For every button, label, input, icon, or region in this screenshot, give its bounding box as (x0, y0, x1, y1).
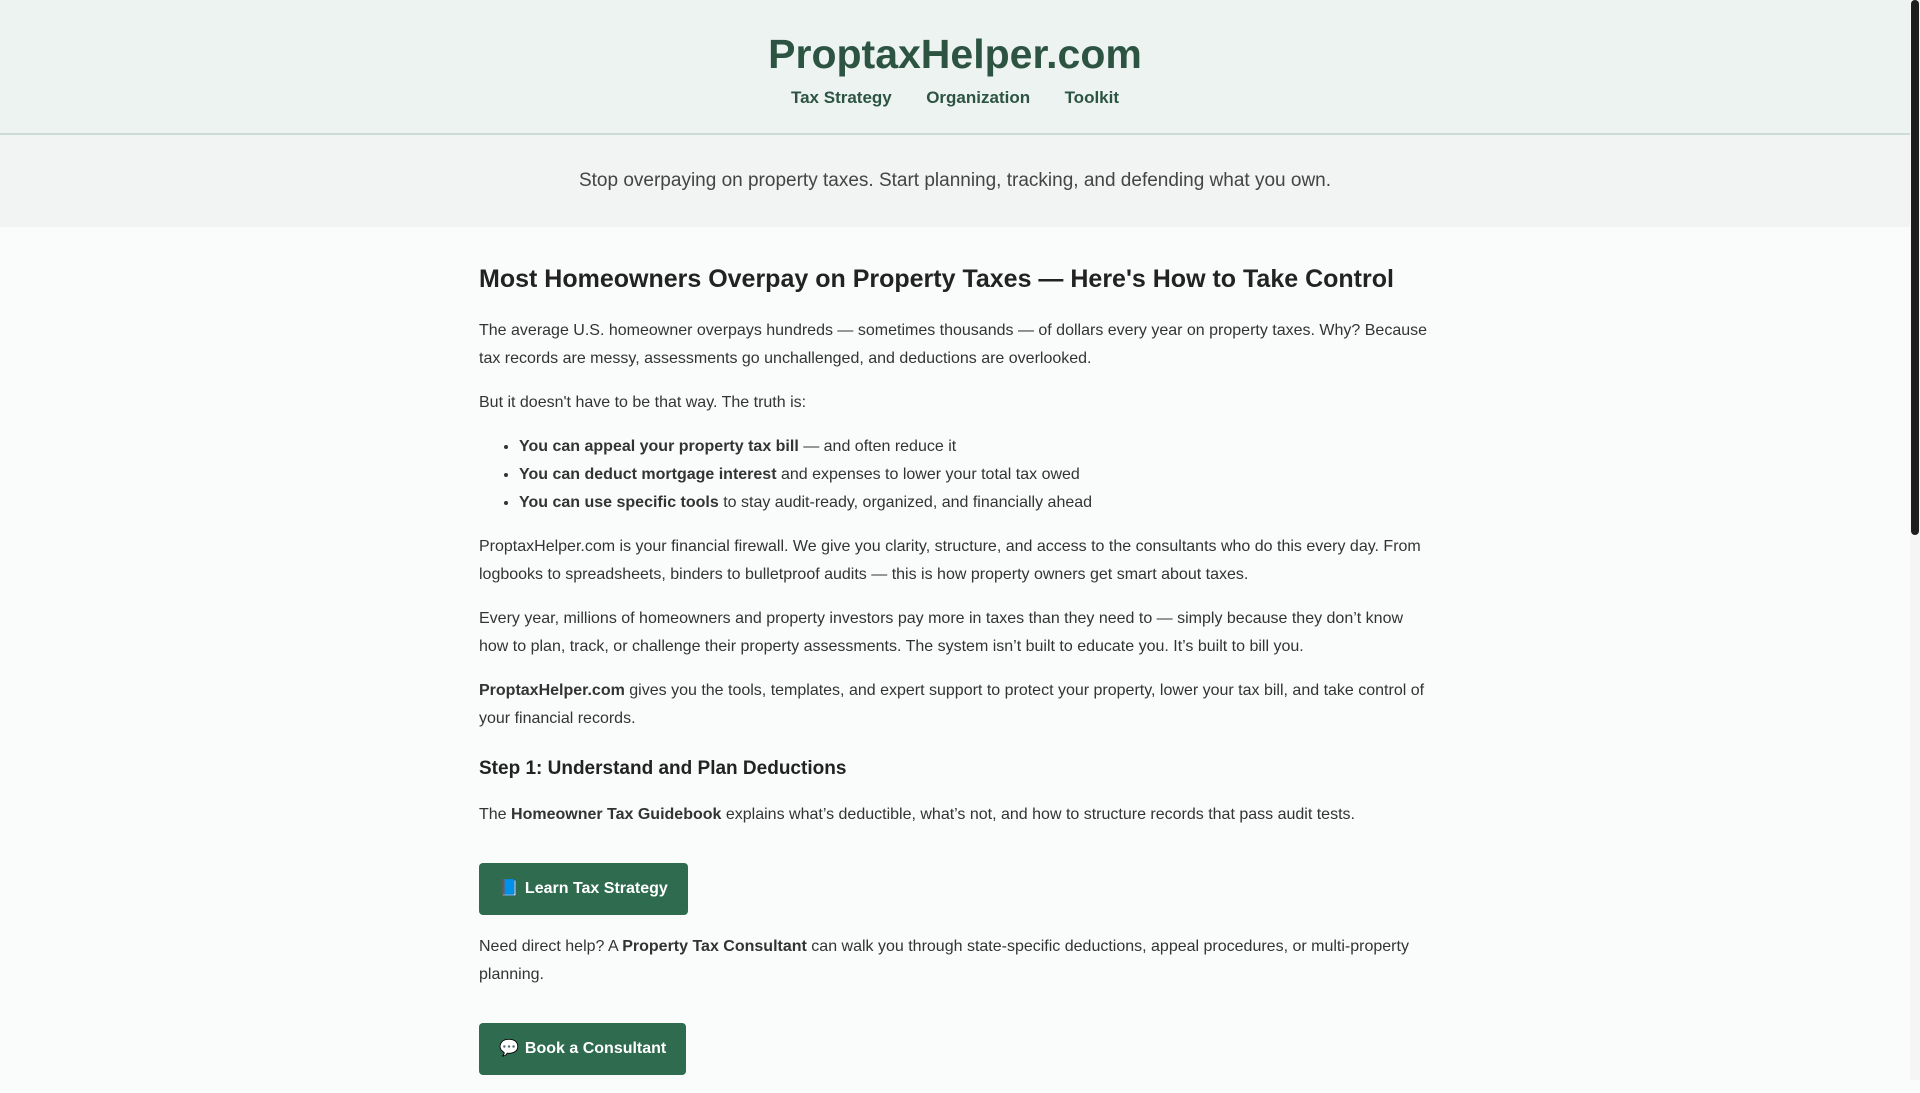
learn-tax-strategy-button[interactable] (479, 863, 688, 915)
gives-paragraph (479, 677, 1431, 733)
every-year-paragraph: Every year, millions of homeowners and property investors pay more in taxes than they need to — simply because they don’t know how to plan, track, or challenge their property assessments. The system isn’t built to educate you. It’s built to bill you. (479, 610, 1404, 655)
main-heading: Most Homeowners Overpay on Property Taxes — Here's How to Take Control (479, 265, 1394, 293)
guidebook-bold: Homeowner Tax Guidebook (511, 806, 722, 823)
gives-rest: gives you the tools, templates, and expert support to protect your property, lower your tax bill, and take control of your financial records. (479, 682, 1425, 727)
guidebook-paragraph (479, 801, 1431, 829)
truth-item-tools (519, 489, 1431, 517)
step1-heading: Step 1: Understand and Plan Deductions (479, 758, 847, 779)
nav-link-tax-strategy[interactable]: Tax Strategy (790, 88, 892, 107)
truth-rest: — and often reduce it (798, 438, 957, 455)
main-content (479, 227, 1431, 1093)
main-nav (0, 88, 1910, 108)
intro-paragraph: The average U.S. homeowner overpays hundreds — sometimes thousands — of dollars every year on property taxes. Why? Because tax records are messy, assessments go unchallenged, and deductions are overlooked. (479, 322, 1428, 367)
book-consultant-button[interactable] (479, 1023, 686, 1075)
scrollbar[interactable] (1910, 0, 1920, 1080)
nav-link-toolkit[interactable]: Toolkit (1064, 88, 1120, 107)
truth-lead: But it doesn't have to be that way. The truth is: (479, 394, 807, 411)
firewall-paragraph: ProptaxHelper.com is your financial firewall. We give you clarity, structure, and access to the consultants who do this every day. From logbooks to spreadsheets, binders to bulletproof audits — this is how property owners get smart about taxes. (479, 538, 1421, 583)
help-post: can walk you through state-specific deductions, appeal procedures, or multi-property planning. (479, 938, 1409, 983)
truth-bold: You can appeal your property tax bill (519, 438, 799, 455)
site-title[interactable]: ProptaxHelper.com (768, 31, 1142, 77)
truth-rest: to stay audit-ready, organized, and financially ahead (718, 494, 1093, 511)
truth-list (479, 433, 1431, 517)
truth-bold: You can deduct mortgage interest (519, 466, 777, 483)
tagline-band (0, 135, 1910, 227)
truth-bold: You can use specific tools (519, 494, 719, 511)
gives-bold: ProptaxHelper.com (479, 682, 625, 699)
truth-item-deduct (519, 461, 1431, 489)
truth-rest: and expenses to lower your total tax owed (776, 466, 1080, 483)
guidebook-pre: The (479, 806, 512, 823)
scrollbar-thumb[interactable] (1911, 0, 1919, 535)
tagline: Stop overpaying on property taxes. Start planning, tracking, and defending what you own. (578, 170, 1332, 191)
help-bold: Property Tax Consultant (622, 938, 807, 955)
truth-item-appeal (519, 433, 1431, 461)
help-pre: Need direct help? A (479, 938, 623, 955)
nav-link-organization[interactable]: Organization (926, 88, 1031, 107)
speech-bubble-icon: 💬 (499, 1040, 519, 1057)
help-paragraph (479, 933, 1431, 989)
site-header (0, 0, 1910, 135)
book-button-label: Book a Consultant (524, 1040, 667, 1057)
book-icon: 📘 (499, 880, 519, 897)
guidebook-post: explains what’s deductible, what’s not, and how to structure records that pass audit tests. (721, 806, 1355, 823)
learn-button-label: Learn Tax Strategy (524, 880, 668, 897)
